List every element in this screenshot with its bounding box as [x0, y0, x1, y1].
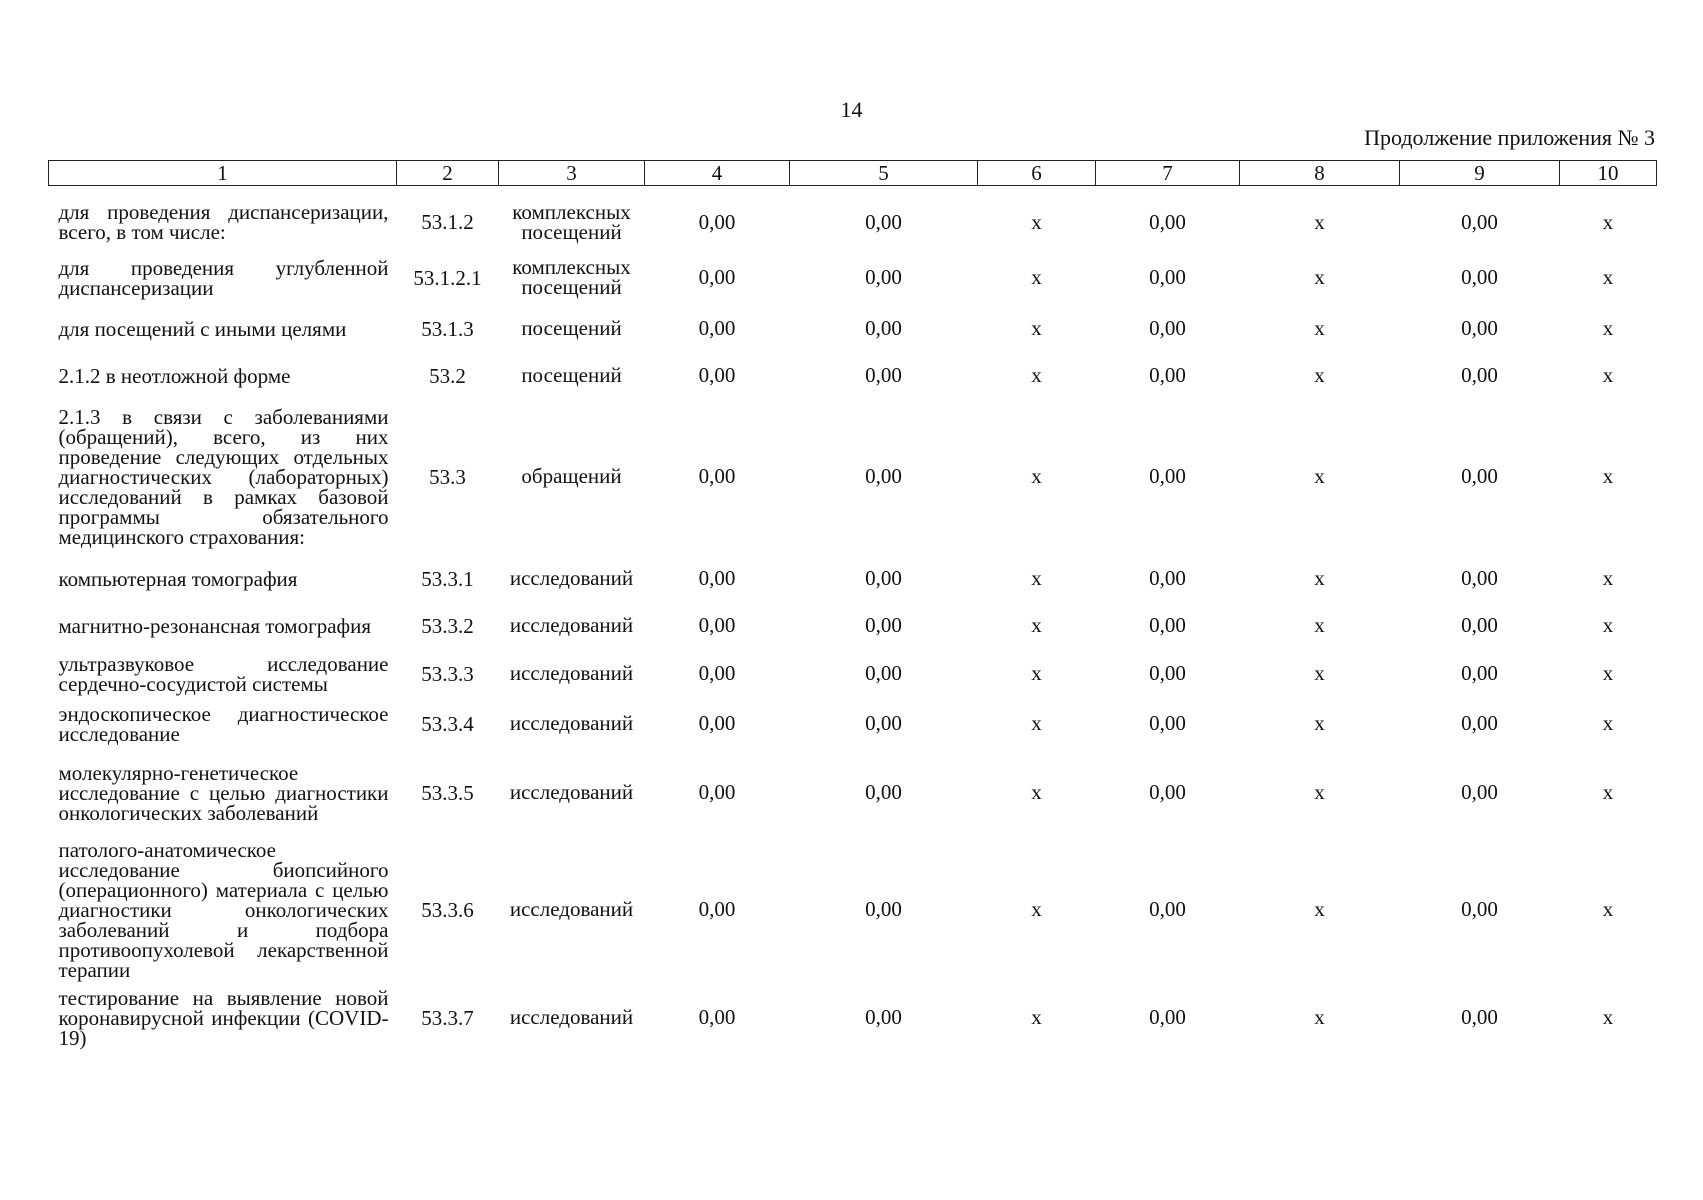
- cell-col-7: 0,00: [1149, 779, 1186, 804]
- cell-col-5: 0,00: [865, 710, 902, 735]
- row-code: 53.3.6: [421, 897, 474, 922]
- header-row: [49, 161, 1657, 186]
- cell-col-6: х: [1031, 710, 1042, 735]
- table-row: [49, 398, 1657, 556]
- cell-col-6: х: [1031, 362, 1042, 387]
- row-description: компьютерная томография: [58, 566, 298, 591]
- cell-col-5: 0,00: [865, 315, 902, 340]
- table-row: [49, 354, 1657, 398]
- row-unit: комплексных посещений: [512, 254, 631, 299]
- cell-col-8: х: [1314, 209, 1325, 234]
- column-header: 3: [499, 161, 645, 186]
- cell-col-7: 0,00: [1149, 209, 1186, 234]
- cell-col-4: 0,00: [698, 463, 736, 488]
- cell-col-7: 0,00: [1149, 612, 1186, 637]
- cell-col-5: 0,00: [865, 1004, 902, 1029]
- column-header: 8: [1240, 161, 1400, 186]
- row-unit: комплексных посещений: [512, 199, 631, 244]
- cell-col-5: 0,00: [865, 362, 902, 387]
- cell-col-8: х: [1314, 315, 1325, 340]
- cell-col-5: 0,00: [865, 896, 902, 921]
- row-description: 2.1.3 в связи с заболеваниями (обращений), всего, из них проведение следующих отдельных диагностических (лабораторных) исследований в рамках базовой программы обязательного медицинского страхования:: [58, 404, 389, 549]
- cell-col-4: 0,00: [698, 779, 736, 804]
- cell-col-8: х: [1314, 463, 1325, 488]
- cell-col-10: х: [1602, 264, 1614, 289]
- row-unit: исследований: [509, 896, 634, 921]
- cell-col-10: х: [1602, 896, 1614, 921]
- cell-col-8: х: [1314, 362, 1325, 387]
- table-row: [49, 984, 1657, 1052]
- row-unit: исследований: [509, 710, 634, 735]
- cell-col-7: 0,00: [1149, 315, 1186, 340]
- cell-col-9: 0,00: [1461, 565, 1498, 590]
- cell-col-6: х: [1031, 612, 1042, 637]
- column-header: 2: [397, 161, 499, 186]
- column-header: 5: [790, 161, 978, 186]
- cell-col-6: х: [1031, 565, 1042, 590]
- row-code: 53.1.2: [421, 209, 474, 234]
- cell-col-9: 0,00: [1461, 362, 1498, 387]
- cell-col-7: 0,00: [1149, 660, 1186, 685]
- cell-col-9: 0,00: [1461, 660, 1498, 685]
- row-description: для посещений с иными целями: [58, 316, 347, 341]
- table-body: [49, 186, 1657, 1052]
- cell-col-10: х: [1602, 209, 1614, 234]
- cell-col-6: х: [1031, 1004, 1042, 1029]
- table-row: [49, 650, 1657, 698]
- column-header: 9: [1400, 161, 1560, 186]
- cell-col-9: 0,00: [1461, 264, 1498, 289]
- row-description: эндоскопическое диагностическое исследование: [58, 701, 389, 746]
- column-header: 4: [645, 161, 790, 186]
- cell-col-7: 0,00: [1149, 710, 1186, 735]
- cell-col-10: х: [1602, 612, 1614, 637]
- cell-col-9: 0,00: [1461, 315, 1498, 340]
- cell-col-10: х: [1602, 565, 1614, 590]
- row-unit: исследований: [509, 612, 634, 637]
- row-description: магнитно-резонансная томография: [58, 613, 372, 638]
- row-unit: обращений: [521, 463, 622, 488]
- row-unit: исследований: [509, 565, 634, 590]
- cell-col-7: 0,00: [1149, 1004, 1186, 1029]
- row-description: ультразвуковое исследование сердечно-сосудистой системы: [58, 651, 389, 696]
- row-code: 53.3.5: [421, 780, 474, 805]
- row-description: молекулярно-генетическое исследование с целью диагностики онкологических заболеваний: [58, 760, 389, 825]
- cell-col-4: 0,00: [698, 660, 736, 685]
- table-row: [49, 186, 1657, 252]
- cell-col-8: х: [1314, 660, 1325, 685]
- cell-col-8: х: [1314, 779, 1325, 804]
- cell-col-10: х: [1602, 710, 1614, 735]
- cell-col-8: х: [1314, 264, 1325, 289]
- cell-col-5: 0,00: [865, 463, 902, 488]
- row-description: 2.1.2 в неотложной форме: [58, 363, 291, 388]
- cell-col-7: 0,00: [1149, 896, 1186, 921]
- cell-col-8: х: [1314, 896, 1325, 921]
- row-code: 53.3.7: [421, 1005, 474, 1030]
- cell-col-5: 0,00: [865, 779, 902, 804]
- row-code: 53.3.1: [421, 566, 474, 591]
- cell-col-7: 0,00: [1149, 362, 1186, 387]
- data-table: [48, 160, 1657, 1052]
- cell-col-6: х: [1031, 264, 1042, 289]
- cell-col-6: х: [1031, 660, 1042, 685]
- row-description: тестирование на выявление новой коронавирусной инфекции (COVID-19): [58, 985, 389, 1050]
- cell-col-7: 0,00: [1149, 463, 1186, 488]
- table-row: [49, 698, 1657, 750]
- row-description: патолого-анатомическое исследование биопсийного (операционного) материала с целью диагностики онкологических заболеваний и подбора противоопухолевой лекарственной терапии: [58, 837, 389, 982]
- cell-col-10: х: [1602, 362, 1614, 387]
- cell-col-4: 0,00: [698, 710, 736, 735]
- cell-col-9: 0,00: [1461, 209, 1498, 234]
- table-row: [49, 252, 1657, 304]
- cell-col-10: х: [1602, 1004, 1614, 1029]
- cell-col-8: х: [1314, 1004, 1325, 1029]
- cell-col-4: 0,00: [698, 209, 736, 234]
- cell-col-6: х: [1031, 463, 1042, 488]
- row-code: 53.2: [429, 363, 466, 388]
- cell-col-9: 0,00: [1461, 463, 1498, 488]
- cell-col-8: х: [1314, 710, 1325, 735]
- cell-col-10: х: [1602, 315, 1614, 340]
- row-description: для проведения диспансеризации, всего, в том числе:: [58, 199, 389, 244]
- cell-col-8: х: [1314, 612, 1325, 637]
- cell-col-6: х: [1031, 209, 1042, 234]
- row-code: 53.3.3: [421, 661, 474, 686]
- cell-col-9: 0,00: [1461, 612, 1498, 637]
- row-code: 53.3.2: [421, 613, 474, 638]
- table-row: [49, 602, 1657, 650]
- cell-col-4: 0,00: [698, 1004, 736, 1029]
- cell-col-4: 0,00: [698, 264, 736, 289]
- cell-col-4: 0,00: [698, 565, 736, 590]
- cell-col-4: 0,00: [698, 896, 736, 921]
- cell-col-8: х: [1314, 565, 1325, 590]
- column-header: 6: [978, 161, 1096, 186]
- table-row: [49, 836, 1657, 984]
- cell-col-7: 0,00: [1149, 264, 1186, 289]
- page-number: 14: [840, 97, 863, 122]
- row-code: 53.3: [429, 464, 466, 489]
- cell-col-9: 0,00: [1461, 896, 1498, 921]
- cell-col-5: 0,00: [865, 264, 902, 289]
- column-header: 7: [1096, 161, 1240, 186]
- cell-col-7: 0,00: [1149, 565, 1186, 590]
- cell-col-4: 0,00: [698, 315, 736, 340]
- column-header: 1: [49, 161, 397, 186]
- cell-col-4: 0,00: [698, 612, 736, 637]
- row-unit: исследований: [509, 1004, 634, 1029]
- row-unit: исследований: [509, 660, 634, 685]
- cell-col-4: 0,00: [698, 362, 736, 387]
- column-number-header: [49, 161, 1657, 186]
- cell-col-6: х: [1031, 896, 1042, 921]
- cell-col-5: 0,00: [865, 660, 902, 685]
- cell-col-9: 0,00: [1461, 779, 1498, 804]
- row-unit: посещений: [521, 315, 622, 340]
- cell-col-10: х: [1602, 779, 1614, 804]
- row-code: 53.3.4: [421, 711, 474, 736]
- row-unit: исследований: [509, 779, 634, 804]
- table-row: [49, 556, 1657, 602]
- cell-col-10: х: [1602, 660, 1614, 685]
- cell-col-10: х: [1602, 463, 1614, 488]
- table-row: [49, 750, 1657, 836]
- row-code: 53.1.3: [421, 316, 474, 341]
- table-row: [49, 304, 1657, 354]
- row-code: 53.1.2.1: [413, 265, 482, 290]
- cell-col-5: 0,00: [865, 209, 902, 234]
- cell-col-9: 0,00: [1461, 710, 1498, 735]
- row-description: для проведения углубленной диспансеризации: [58, 255, 389, 300]
- cell-col-5: 0,00: [865, 565, 902, 590]
- column-header: 10: [1560, 161, 1657, 186]
- cell-col-6: х: [1031, 315, 1042, 340]
- cell-col-6: х: [1031, 779, 1042, 804]
- cell-col-5: 0,00: [865, 612, 902, 637]
- row-unit: посещений: [521, 362, 622, 387]
- cell-col-9: 0,00: [1461, 1004, 1498, 1029]
- appendix-continuation-label: Продолжение приложения № 3: [1364, 125, 1655, 150]
